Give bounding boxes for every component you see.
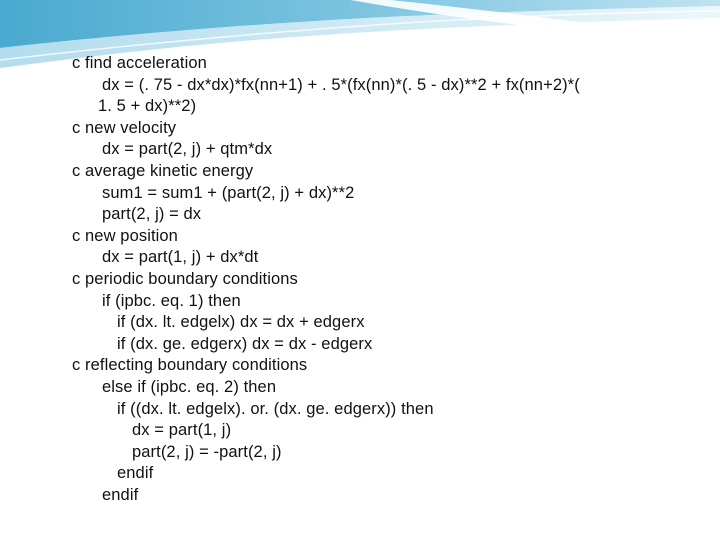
code-comment-line: c reflecting boundary conditions [72, 356, 308, 375]
code-statement-line: endif [102, 485, 139, 504]
code-statement-line: endif [117, 464, 154, 483]
code-statement-line: dx = part(2, j) + qtm*dx [102, 140, 273, 159]
code-comment-line: c new velocity [72, 118, 177, 137]
code-comment-line: c average kinetic energy [72, 161, 254, 180]
code-statement-line: sum1 = sum1 + (part(2, j) + dx)**2 [102, 183, 355, 202]
code-statement-line: dx = part(1, j) [132, 421, 232, 440]
code-statement-line: else if (ipbc. eq. 2) then [102, 377, 277, 396]
code-statement-line: part(2, j) = dx [102, 205, 202, 224]
code-statement-line: if (dx. lt. edgelx) dx = dx + edgerx [117, 313, 365, 332]
code-statement-line: if (dx. ge. edgerx) dx = dx - edgerx [117, 334, 373, 353]
code-statement-line: if (ipbc. eq. 1) then [102, 291, 241, 310]
code-comment-line: c new position [72, 226, 178, 245]
code-statement-line: dx = part(1, j) + dx*dt [102, 248, 259, 267]
code-statement-line: 1. 5 + dx)**2) [98, 97, 197, 116]
code-statement-line: part(2, j) = -part(2, j) [132, 442, 282, 461]
code-statement-line: if ((dx. lt. edgelx). or. (dx. ge. edgerx)) then [117, 399, 434, 418]
code-comment-line: c find acceleration [72, 54, 207, 72]
code-comment-line: c periodic boundary conditions [72, 269, 298, 288]
code-statement-line: dx = (. 75 - dx*dx)*fx(nn+1) + . 5*(fx(nn)*(. 5 - dx)**2 + fx(nn+2)*( [102, 75, 580, 94]
code-listing [72, 53, 692, 506]
